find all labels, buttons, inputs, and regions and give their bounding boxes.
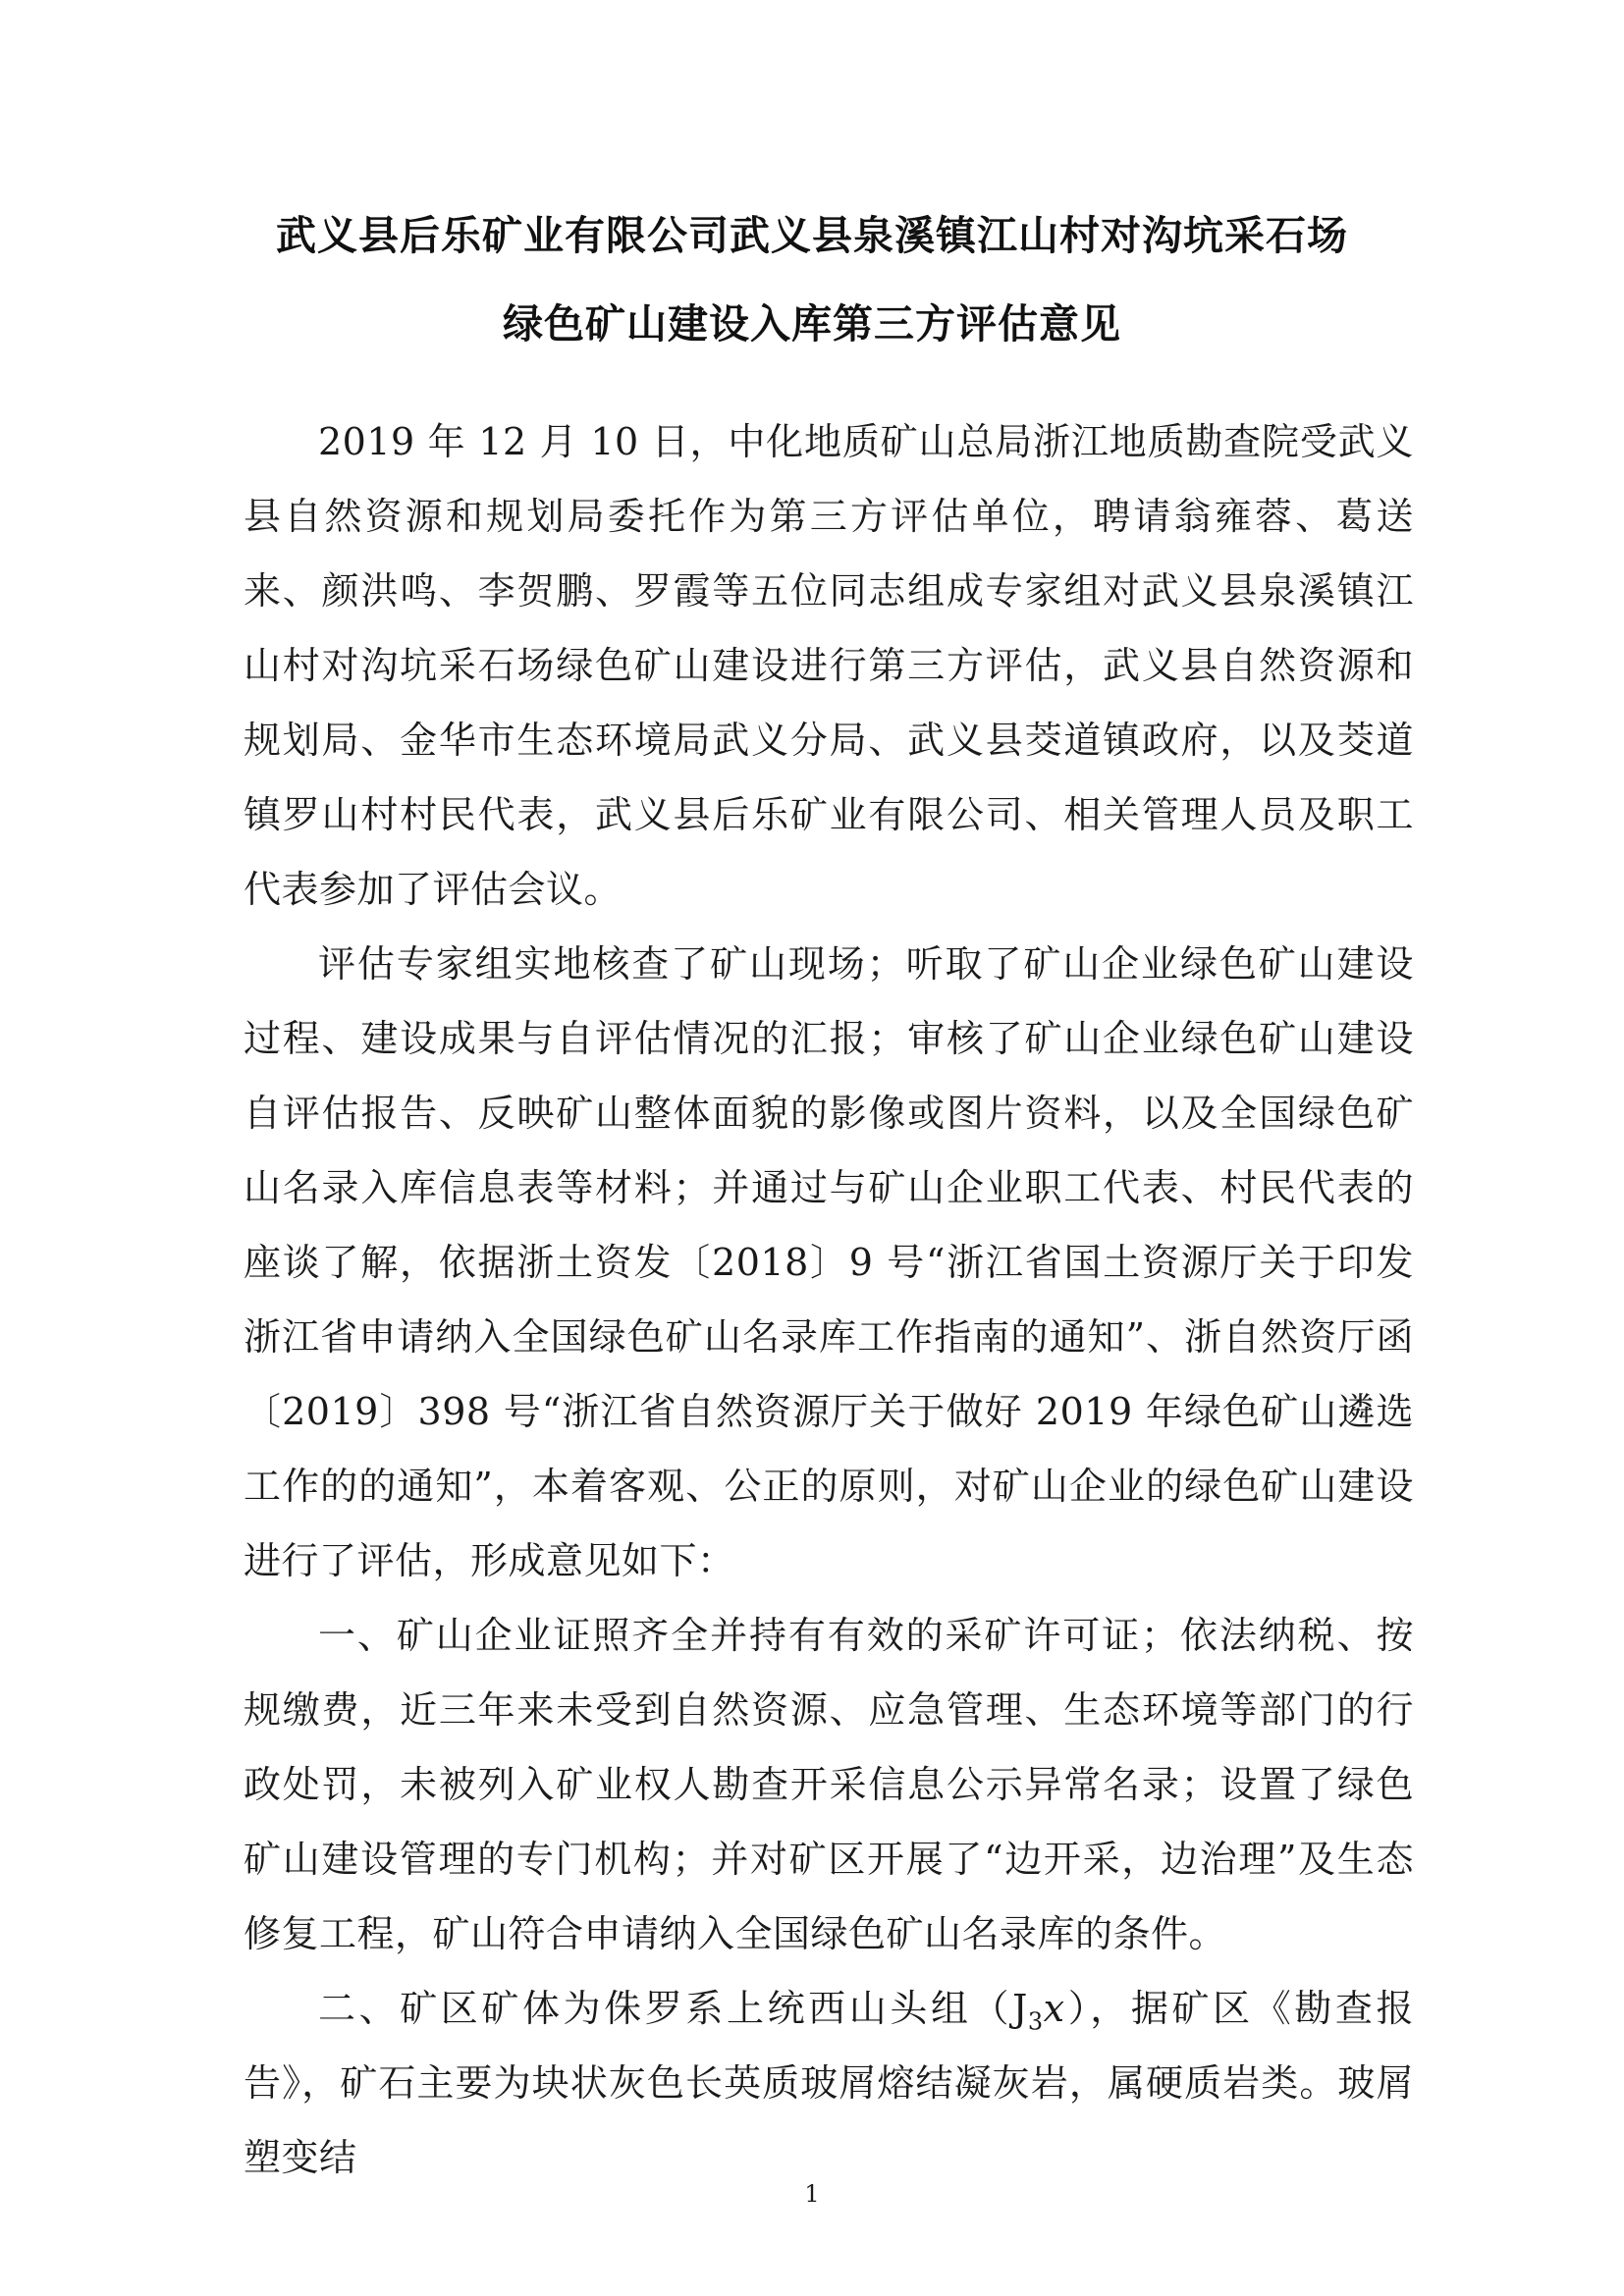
paragraph-4	[244, 1971, 1414, 2195]
formation-variable: x	[1043, 1987, 1065, 2030]
paragraph-4-end: ），据矿区《勘查报告》，矿石主要为块状灰色长英质玻屑熔结凝灰岩，属硬质岩类。玻屑塑变结	[244, 1987, 1414, 2179]
paragraph-4-start: 二、矿区矿体为侏罗系上统西山头组（J	[318, 1987, 1028, 2030]
paragraph-1: 2019 年 12 月 10 日，中化地质矿山总局浙江地质勘查院受武义县自然资源和规划局委托作为第三方评估单位，聘请翁雍蓉、葛送来、颜洪鸣、李贺鹏、罗霞等五位同志组成专家组对武义县泉溪镇江山村对沟坑采石场绿色矿山建设进行第三方评估，武义县自然资源和规划局、金华市生态环境局武义分局、武义县茭道镇政府，以及茭道镇罗山村村民代表，武义县后乐矿业有限公司、相关管理人员及职工代表参加了评估会议。	[244, 420, 1414, 911]
document-title-line-2: 绿色矿山建设入库第三方评估意见	[503, 300, 1121, 347]
document-title-line-1: 武义县后乐矿业有限公司武义县泉溪镇江山村对沟坑采石场	[276, 212, 1348, 259]
paragraph-2: 评估专家组实地核查了矿山现场；听取了矿山企业绿色矿山建设过程、建设成果与自评估情况的汇报；审核了矿山企业绿色矿山建设自评估报告、反映矿山整体面貌的影像或图片资料，以及全国绿色矿山名录入库信息表等材料；并通过与矿山企业职工代表、村民代表的座谈了解，依据浙土资发〔2018〕9 号“浙江省国土资源厅关于印发浙江省申请纳入全国绿色矿山名录库工作指南的通知”、浙自然资厅函〔2019〕398 号“浙江省自然资源厅关于做好 2019 年绿色矿山遴选工作的的通知”，本着客观、公正的原则，对矿山企业的绿色矿山建设进行了评估，形成意见如下：	[244, 942, 1414, 1582]
page-number: 1	[804, 2180, 820, 2208]
document-body	[244, 404, 1414, 2195]
formation-subscript: 3	[1027, 2007, 1044, 2036]
paragraph-3: 一、矿山企业证照齐全并持有有效的采矿许可证；依法纳税、按规缴费，近三年来未受到自然资源、应急管理、生态环境等部门的行政处罚，未被列入矿业权人勘查开采信息公示异常名录；设置了绿色矿山建设管理的专门机构；并对矿区开展了“边开采，边治理”及生态修复工程，矿山符合申请纳入全国绿色矿山名录库的条件。	[244, 1614, 1414, 1955]
